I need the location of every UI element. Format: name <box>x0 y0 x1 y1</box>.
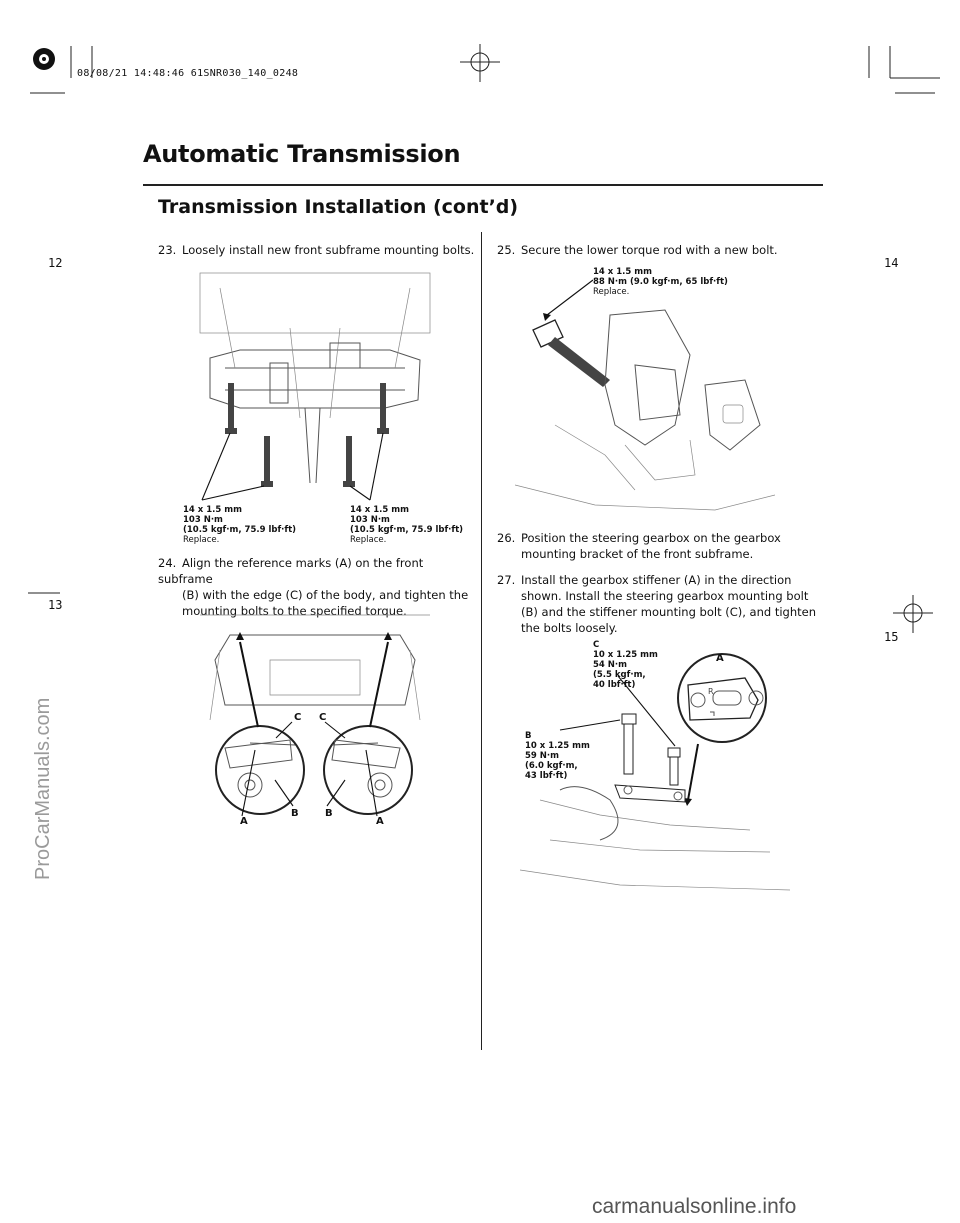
footer-watermark: carmanualsonline.info <box>592 1195 797 1218</box>
step-23 <box>158 242 478 258</box>
page-mark-left-top: 12 <box>48 256 63 270</box>
label-b-left: B <box>291 808 299 819</box>
callout-gearbox-bolt-b <box>525 731 590 781</box>
step-text-line2: mounting bracket of the front subframe. <box>521 547 754 561</box>
callout-left-bolt-spec <box>183 505 296 545</box>
callout-right-bolt-spec <box>350 505 463 545</box>
label-b-right: B <box>325 808 333 819</box>
page-mark-right-bottom: 15 <box>884 630 899 644</box>
step-text: Secure the lower torque rod with a new bolt. <box>521 243 778 257</box>
step-text-line1: Install the gearbox stiffener (A) in the direction <box>521 573 792 587</box>
step-27 <box>497 572 837 636</box>
step-number: 24. <box>158 556 177 570</box>
bolt-label: B <box>525 731 532 741</box>
bolt-size: 14 x 1.5 mm <box>350 505 409 515</box>
bolt-torque-alt2: 43 lbf·ft) <box>525 771 568 781</box>
step-text-line3: mounting bolts to the specified torque. <box>182 604 407 618</box>
page-mark-left-bottom: 13 <box>48 598 63 612</box>
page-title: Automatic Transmission <box>143 140 461 168</box>
bolt-torque: 103 N·m <box>350 515 390 525</box>
step-25 <box>497 242 837 258</box>
step-text-line2: (B) with the edge (C) of the body, and tighten the <box>182 588 469 602</box>
column-divider <box>481 232 482 1050</box>
bolt-size: 10 x 1.25 mm <box>593 650 658 660</box>
bolt-torque-alt1: (6.0 kgf·m, <box>525 761 578 771</box>
bolt-note: Replace. <box>183 535 220 545</box>
bolt-size: 14 x 1.5 mm <box>183 505 242 515</box>
bolt-torque: 54 N·m <box>593 660 627 670</box>
callout-stiffener-bolt-c <box>593 640 658 690</box>
bolt-torque: 88 N·m (9.0 kgf·m, 65 lbf·ft) <box>593 277 728 287</box>
bolt-note: Replace. <box>593 287 630 297</box>
step-number: 25. <box>497 243 516 257</box>
bolt-size: 10 x 1.25 mm <box>525 741 590 751</box>
bolt-torque-alt: (10.5 kgf·m, 75.9 lbf·ft) <box>350 525 464 535</box>
bolt-torque: 59 N·m <box>525 751 559 761</box>
bolt-size: 14 x 1.5 mm <box>593 267 652 277</box>
label-a-right: A <box>376 816 384 827</box>
bolt-label: C <box>593 640 600 650</box>
subframe-callout-arrows <box>180 268 480 518</box>
step-text: Loosely install new front subframe mounting bolts. <box>182 243 475 257</box>
step-text-line1: Align the reference marks (A) on the front subframe <box>158 556 424 586</box>
page-mark-right-top: 14 <box>884 256 899 270</box>
step-text-line1: Position the steering gearbox on the gearbox <box>521 531 781 545</box>
bolt-note: Replace. <box>350 535 387 545</box>
step-text-line2: shown. Install the steering gearbox mounting bolt <box>521 589 809 603</box>
label-a-left: A <box>240 816 248 827</box>
label-c-left: C <box>294 712 302 723</box>
side-watermark: ProCarManuals.com <box>32 697 54 880</box>
step-text-line3: (B) and the stiffener mounting bolt (C), and tighten <box>521 605 817 619</box>
bolt-torque: 103 N·m <box>183 515 223 525</box>
torque-rod-illustration <box>515 275 775 515</box>
bolt-torque-alt1: (5.5 kgf·m, <box>593 670 646 680</box>
step-number: 23. <box>158 243 177 257</box>
print-stamp: 08/08/21 14:48:46 61SNR030_140_0248 <box>77 68 299 79</box>
stiffener-direction-mark: R <box>708 687 714 696</box>
title-rule <box>143 184 823 186</box>
step-number: 27. <box>497 573 516 587</box>
bolt-torque-alt: (10.5 kgf·m, 75.9 lbf·ft) <box>183 525 297 535</box>
step-26 <box>497 530 837 562</box>
step-number: 26. <box>497 531 516 545</box>
section-subtitle: Transmission Installation (cont’d) <box>158 196 519 218</box>
label-c-right: C <box>319 712 327 723</box>
bolt-torque-alt2: 40 lbf·ft) <box>593 680 636 690</box>
step-text-line4: the bolts loosely. <box>521 621 618 635</box>
label-stiffener-a: A <box>716 653 724 664</box>
reference-marks-illustration <box>180 610 450 850</box>
